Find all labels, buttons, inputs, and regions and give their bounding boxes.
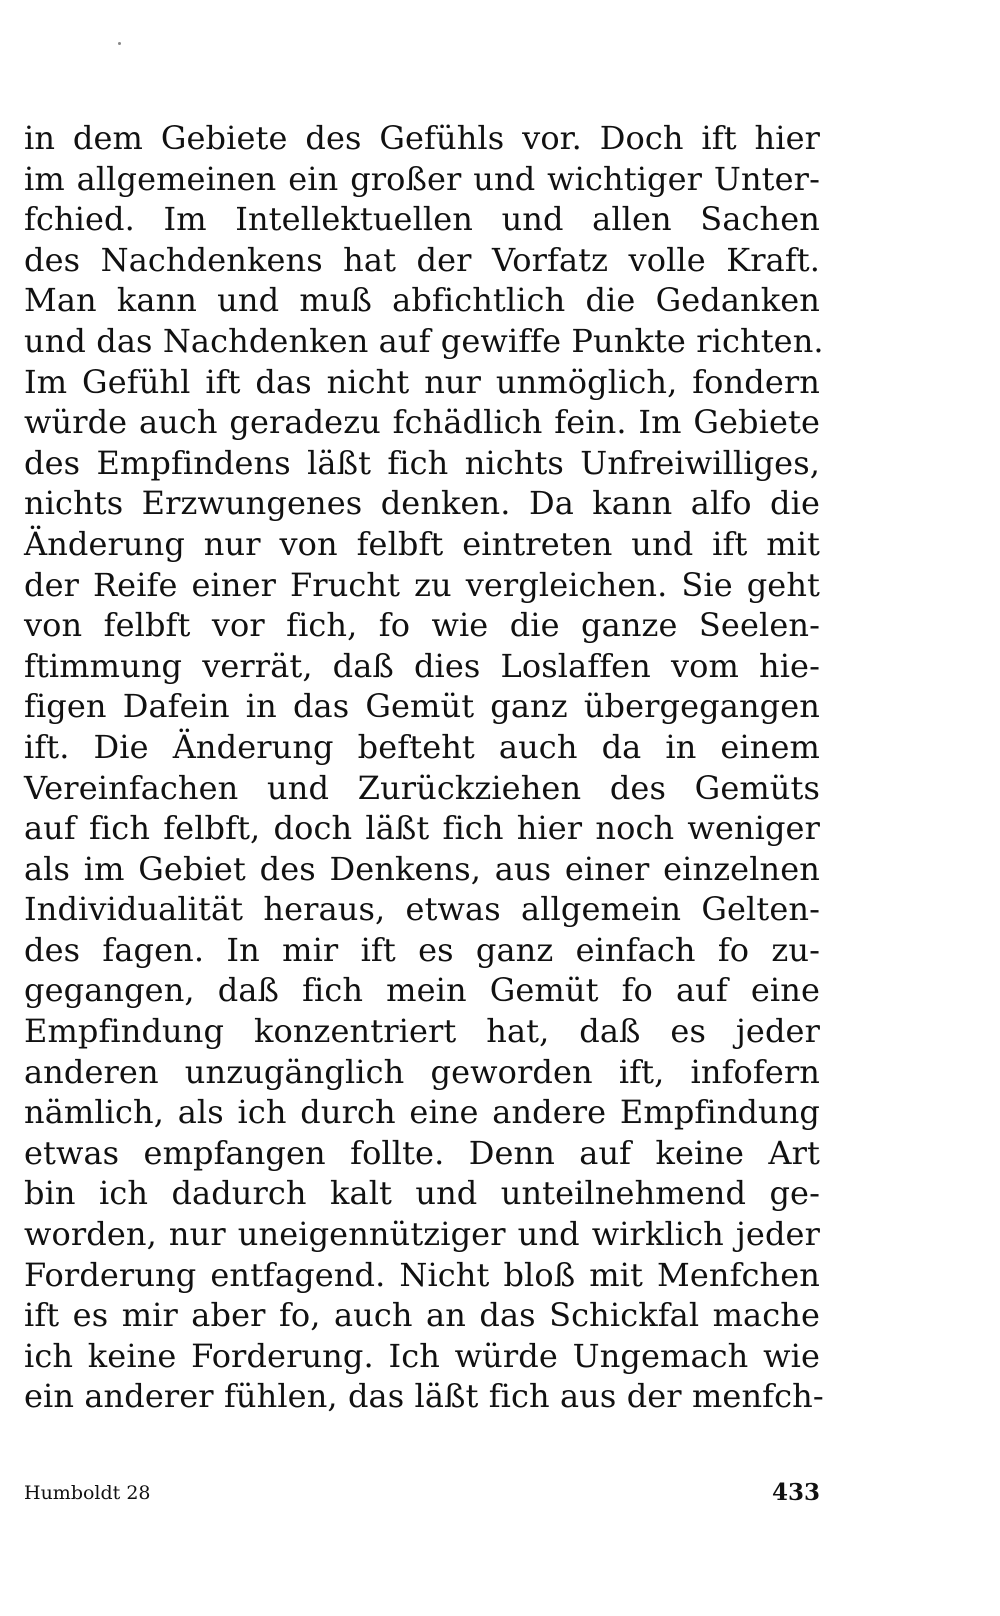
text-line: im allgemeinen ein großer und wichtiger Unter-	[24, 159, 820, 198]
text-line: figen Dafein in das Gemüt ganz übergegangen	[24, 687, 820, 726]
text-line: bin ich dadurch kalt und unteilnehmend ge-	[24, 1174, 820, 1213]
text-line: von felbft vor fich, fo wie die ganze Seelen-	[24, 606, 820, 645]
text-line: ift es mir aber fo, auch an das Schickfal mache	[24, 1296, 820, 1335]
text-line: auf fich felbft, doch läßt fich hier noch weniger	[24, 809, 820, 848]
ink-speck	[118, 42, 121, 45]
text-line: ift. Die Änderung befteht auch da in einem	[24, 727, 820, 766]
page-footer	[24, 1478, 820, 1508]
text-line: gegangen, daß fich mein Gemüt fo auf eine	[24, 971, 820, 1010]
text-line: Man kann und muß abfichtlich die Gedanken	[24, 281, 820, 320]
text-line: in dem Gebiete des Gefühls vor. Doch ift hier	[24, 119, 820, 157]
text-line: Vereinfachen und Zurückziehen des Gemüts	[24, 768, 820, 807]
text-line: Änderung nur von felbft eintreten und ift mit	[24, 524, 820, 563]
text-line: etwas empfangen follte. Denn auf keine Art	[24, 1133, 820, 1172]
text-line: Im Gefühl ift das nicht nur unmöglich, fondern	[24, 362, 820, 401]
text-line: nichts Erzwungenes denken. Da kann alfo die	[24, 484, 820, 523]
text-line: des Empfindens läßt fich nichts Unfreiwilliges,	[24, 443, 820, 482]
text-line: ftimmung verrät, daß dies Loslaffen vom hie-	[24, 646, 820, 685]
signature-mark: Humboldt 28	[24, 1482, 151, 1504]
text-line: des Nachdenkens hat der Vorfatz volle Kraft.	[24, 240, 820, 279]
text-line: worden, nur uneigennütziger und wirklich jeder	[24, 1215, 820, 1254]
text-line: der Reife einer Frucht zu vergleichen. Sie geht	[24, 565, 820, 604]
text-line: nämlich, als ich durch eine andere Empfindung	[24, 1093, 820, 1132]
text-line: würde auch geradezu fchädlich fein. Im Gebiete	[24, 403, 820, 442]
text-line: und das Nachdenken auf gewiffe Punkte richten.	[24, 321, 824, 360]
text-line: anderen unzugänglich geworden ift, infofern	[24, 1052, 820, 1091]
page-number: 433	[771, 1479, 820, 1506]
text-line: fchied. Im Intellektuellen und allen Sachen	[24, 200, 820, 239]
text-line: ein anderer fühlen, das läßt fich aus der menfch-	[24, 1377, 824, 1416]
text-line: Individualität heraus, etwas allgemein Gelten-	[24, 890, 820, 929]
text-line: des fagen. In mir ift es ganz einfach fo zu-	[24, 930, 820, 969]
text-line: Empfindung konzentriert hat, daß es jeder	[24, 1012, 820, 1051]
body-text	[24, 118, 824, 1417]
text-line: ich keine Forderung. Ich würde Ungemach wie	[24, 1336, 820, 1375]
text-line: Forderung entfagend. Nicht bloß mit Menfchen	[24, 1255, 820, 1294]
text-line: als im Gebiet des Denkens, aus einer einzelnen	[24, 849, 820, 888]
